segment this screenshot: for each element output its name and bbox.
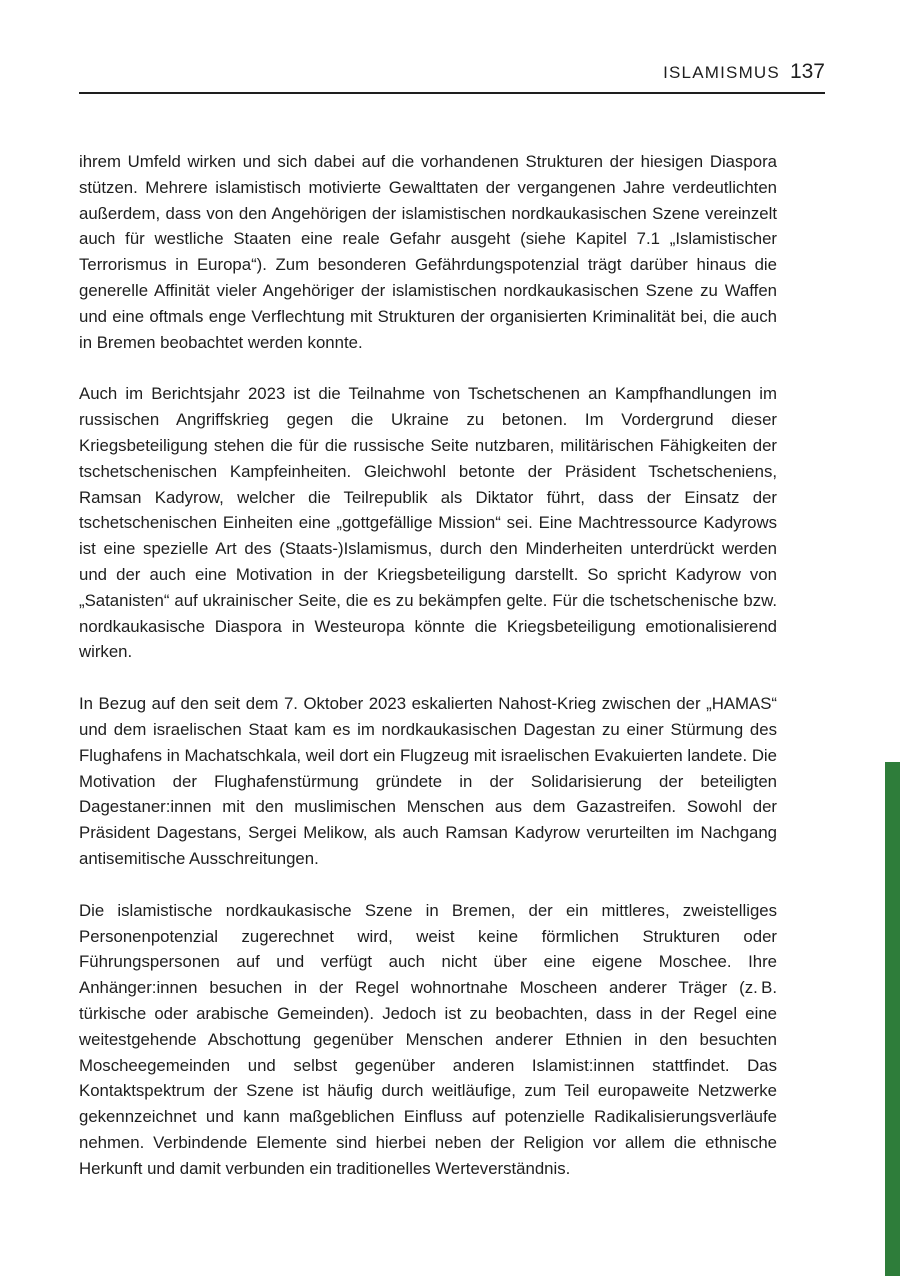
chapter-side-tab (885, 762, 900, 1276)
paragraph-1: ihrem Umfeld wirken und sich dabei auf die vorhandenen Strukturen der hiesigen Diaspora stützen. Mehrere islamistisch motivierte Gewalttaten der vergangenen Jahre verdeutlichten außerdem, dass von den Angehörigen der islamistischen nordkaukasischen Szene vereinzelt auch für westliche Staaten eine reale Gefahr ausgeht (siehe Kapitel 7.1 „Islamistischer Terrorismus in Europa“). Zum besonderen Gefährdungspotenzial trägt darüber hinaus die generelle Affinität vieler Angehöriger der islamistischen nordkaukasischen Szene zu Waffen und eine oftmals enge Verflechtung mit Strukturen der organisierten Kriminalität bei, die auch in Bremen beobachtet werden konnte. (79, 152, 777, 352)
page-number: 137 (789, 60, 825, 83)
header-right (663, 60, 825, 84)
running-head: ISLAMISMUS (663, 63, 780, 82)
body-text (79, 149, 777, 1207)
page-header (79, 56, 825, 94)
paragraph-3: In Bezug auf den seit dem 7. Oktober 2023 eskalierten Nahost-Krieg zwischen der „HAMAS“ und dem israelischen Staat kam es im nordkaukasischen Dagestan zu einer Stürmung des Flughafens in Machatschkala, weil dort ein Flugzeug mit israelischen Evakuierten landete. Die Motivation der Flughafenstürmung gründete in der Solidarisierung der beteiligten Dagestaner:innen mit den muslimischen Menschen aus dem Gazastreifen. Sowohl der Präsident Dagestans, Sergei Melikow, als auch Ramsan Kadyrow verurteilten im Nachgang antisemitische Ausschreitungen. (79, 694, 777, 868)
paragraph-2: Auch im Berichtsjahr 2023 ist die Teilnahme von Tschetschenen an Kampfhandlungen im russischen Angriffskrieg gegen die Ukraine zu betonen. Im Vordergrund dieser Kriegsbeteiligung stehen die für die russische Seite nutzbaren, militärischen Fähigkeiten der tschetschenischen Kampfeinheiten. Gleichwohl betonte der Präsident Tschetscheniens, Ramsan Kadyrow, welcher die Teilrepublik als Diktator führt, dass der Einsatz der tschetschenischen Einheiten eine „gottgefällige Mission“ sei. Eine Machtressource Kadyrows ist eine spezielle Art des (Staats-)Islamismus, durch den Minderheiten unterdrückt werden und der auch eine Motivation in der Kriegsbeteiligung darstellt. So spricht Kadyrow von „Satanisten“ auf ukrainischer Seite, die es zu bekämpfen gelte. Für die tschetschenische bzw. nordkaukasische Diaspora in Westeuropa könnte die Kriegsbeteiligung emotionalisierend wirken. (79, 384, 777, 662)
paragraph-4: Die islamistische nordkaukasische Szene in Bremen, der ein mittleres, zweistelliges Personenpotenzial zugerechnet wird, weist keine förmlichen Strukturen oder Führungspersonen auf und verfügt auch nicht über eine eigene Moschee. Ihre Anhänger:innen besuchen in der Regel wohnortnahe Moscheen anderer Träger (z. B. türkische oder arabische Gemeinden). Jedoch ist zu beobachten, dass in der Regel eine weitestgehende Abschottung gegenüber Menschen anderer Ethnien in den besuchten Moscheegemeinden und selbst gegenüber anderen Islamist:innen stattfindet. Das Kontaktspektrum der Szene ist häufig durch weitläufige, zum Teil europaweite Netzwerke gekennzeichnet und kann maßgeblichen Einfluss auf potenzielle Radikalisierungsverläufe nehmen. Verbindende Elemente sind hierbei neben der Religion vor allem die ethnische Herkunft und damit verbunden ein traditionelles Werteverständnis. (79, 900, 777, 1178)
